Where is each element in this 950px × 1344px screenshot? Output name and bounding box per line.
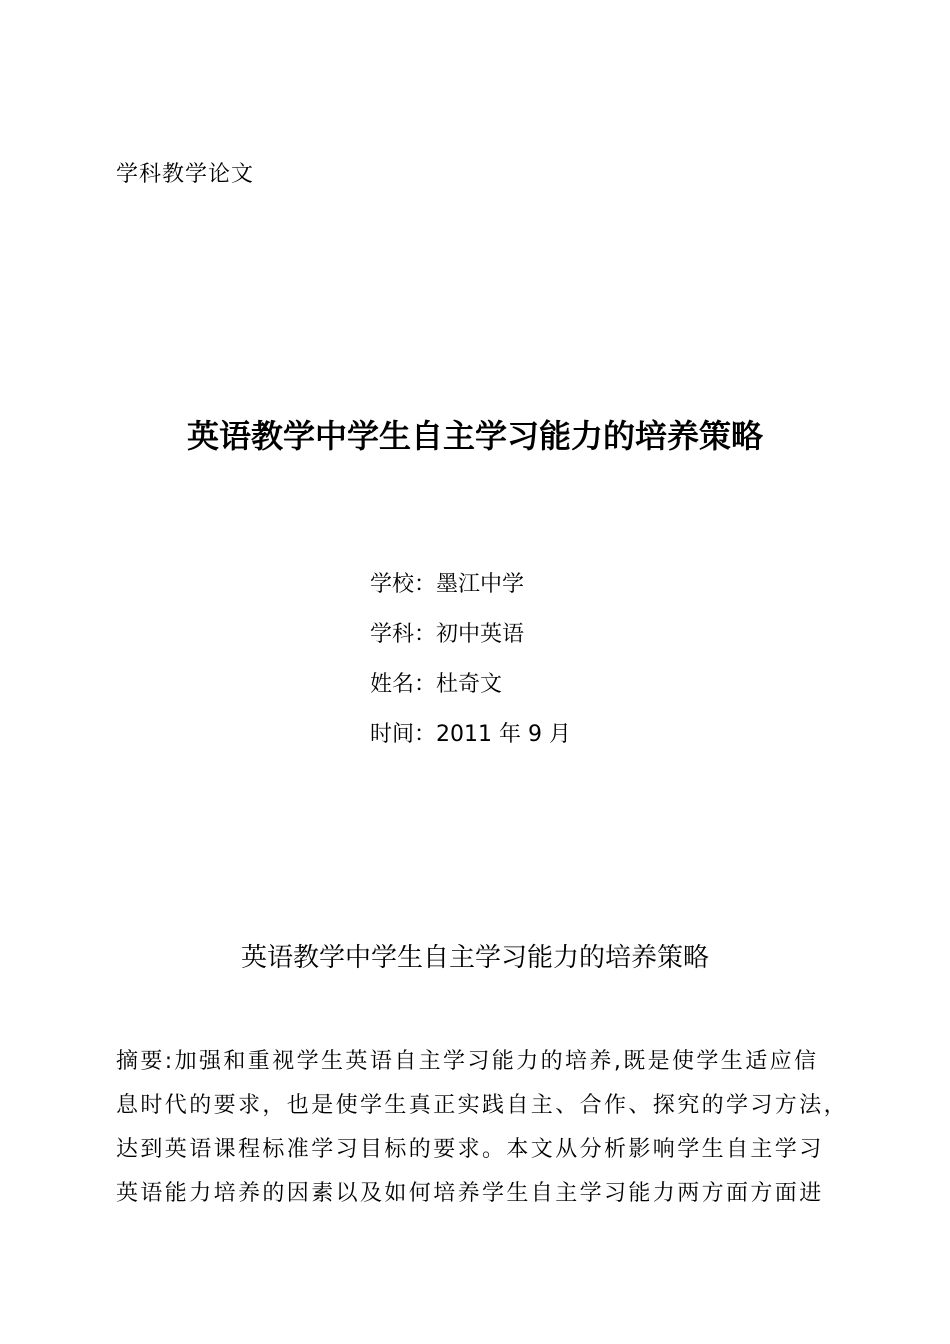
info-value: 2011 年 9 月 — [436, 722, 571, 747]
info-value: 墨江中学 — [436, 572, 525, 597]
abstract-line: 达到英语课程标准学习目标的要求。本文从分析影响学生自主学习 — [116, 1137, 824, 1162]
info-label: 学校： — [370, 572, 437, 597]
section-title: 英语教学中学生自主学习能力的培养策略 — [240, 943, 709, 973]
info-row-subject — [370, 618, 571, 668]
info-row-name — [370, 668, 571, 718]
author-info — [370, 568, 571, 768]
info-label: 学科： — [370, 622, 437, 647]
abstract-line: 英语能力培养的因素以及如何培养学生自主学习能力两方面方面进 — [116, 1181, 824, 1206]
info-value: 杜奇文 — [436, 672, 503, 697]
info-row-school — [370, 568, 571, 618]
info-row-date — [370, 718, 571, 768]
info-value: 初中英语 — [436, 622, 525, 647]
main-title: 英语教学中学生自主学习能力的培养策略 — [186, 417, 763, 455]
abstract-line: 摘要:加强和重视学生英语自主学习能力的培养,既是使学生适应信 — [116, 1049, 819, 1074]
info-label: 时间： — [370, 722, 437, 747]
info-label: 姓名： — [370, 672, 437, 697]
abstract-paragraph — [116, 1040, 858, 1216]
document-category: 学科教学论文 — [116, 162, 255, 187]
abstract-line: 息时代的要求，也是使学生真正实践自主、合作、探究的学习方法， — [116, 1093, 849, 1118]
